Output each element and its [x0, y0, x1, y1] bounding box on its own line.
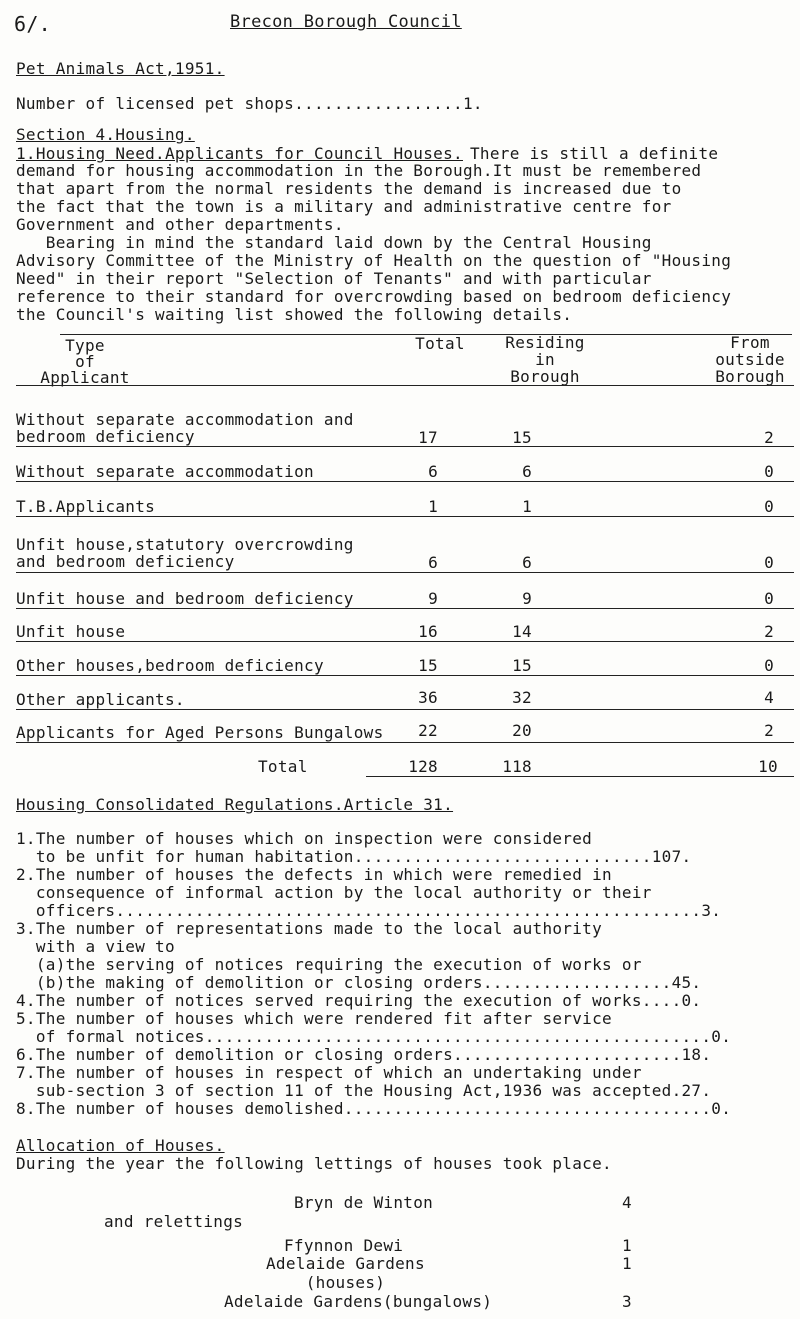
housing-para-line: reference to their standard for overcrowding based on bedroom deficiency	[16, 287, 732, 306]
reletting-name: Ffynnon Dewi	[284, 1236, 404, 1255]
cell-outside: 0	[764, 553, 774, 572]
cell-outside: 0	[764, 589, 774, 608]
section-heading: Section 4.Housing.	[16, 125, 195, 144]
row-rule	[16, 608, 794, 609]
cell-total: 17	[418, 428, 438, 447]
reletting-name: Adelaide Gardens (houses)	[266, 1254, 425, 1292]
regulation-line: to be unfit for human habitation..............................107.	[16, 847, 692, 866]
table-row-label	[16, 536, 354, 570]
pet-animals-heading: Pet Animals Act,1951.	[16, 59, 225, 78]
housing-need-subheading: 1.Housing Need.Applicants for Council Houses.	[16, 144, 463, 163]
letting-count: 4	[622, 1193, 632, 1212]
row-rule	[16, 709, 794, 710]
regulations-list	[16, 830, 796, 1118]
header-type	[40, 338, 130, 386]
housing-para-line: demand for housing accommodation in the Borough.It must be remembered	[16, 161, 702, 180]
totals-outside: 10	[758, 757, 778, 776]
regulations-heading: Housing Consolidated Regulations.Article 31.	[16, 795, 454, 814]
page-title: Brecon Borough Council	[230, 12, 462, 32]
regulation-line: (a)the serving of notices requiring the execution of works or	[16, 955, 642, 974]
pet-shops-count: Number of licensed pet shops.................1.	[16, 94, 483, 113]
header-type-line: Type	[65, 336, 105, 355]
cell-total: 6	[428, 553, 438, 572]
reletting-count: 3	[622, 1292, 632, 1311]
allocation-intro: During the year the following lettings of houses took place.	[16, 1154, 612, 1173]
table-row-label: Unfit house	[16, 622, 126, 641]
totals-total: 128	[408, 757, 438, 776]
row-label-line: and bedroom deficiency	[16, 552, 235, 571]
header-residing-line: Residing	[505, 333, 585, 352]
housing-para-line: the fact that the town is a military and administrative centre for	[16, 197, 672, 216]
cell-residing: 14	[512, 622, 532, 641]
letting-name: Bryn de Winton	[294, 1193, 434, 1212]
cell-outside: 0	[764, 497, 774, 516]
regulation-line: 2.The number of houses the defects in which were remedied in	[16, 865, 612, 884]
cell-outside: 2	[764, 428, 774, 447]
row-label-line: Without separate accommodation and	[16, 410, 354, 429]
cell-outside: 0	[764, 462, 774, 481]
housing-para-line: Advisory Committee of the Ministry of Health on the question of "Housing	[16, 251, 732, 270]
row-rule	[16, 641, 794, 642]
header-outside-line: outside	[715, 350, 785, 369]
housing-para-line: There is still a definite	[470, 144, 719, 163]
totals-residing: 118	[502, 757, 532, 776]
regulation-line: 7.The number of houses in respect of which an undertaking under	[16, 1063, 642, 1082]
regulation-line: 3.The number of representations made to the local authority	[16, 919, 603, 938]
header-residing-line: in	[535, 350, 555, 369]
table-row-label: Applicants for Aged Persons Bungalows	[16, 723, 384, 742]
regulation-line: officers...........................................................3.	[16, 901, 722, 920]
header-type-line: Applicant	[40, 368, 130, 387]
regulation-line: 6.The number of demolition or closing orders.......................18.	[16, 1045, 712, 1064]
row-rule	[16, 481, 794, 482]
row-label-line: bedroom deficiency	[16, 427, 195, 446]
cell-residing: 15	[512, 428, 532, 447]
table-row-label: T.B.Applicants	[16, 497, 156, 516]
table-row-label: Other houses,bedroom deficiency	[16, 656, 324, 675]
totals-rule	[366, 776, 794, 777]
reletting-count: 1	[622, 1236, 632, 1255]
row-rule	[16, 446, 794, 447]
housing-para-line: the Council's waiting list showed the following details.	[16, 305, 573, 324]
regulation-line: 1.The number of houses which on inspection were considered	[16, 829, 593, 848]
housing-para-line: Need" in their report "Selection of Tenants" and with particular	[16, 269, 652, 288]
page-number: 6/.	[14, 12, 52, 36]
regulation-line: 5.The number of houses which were rendered fit after service	[16, 1009, 612, 1028]
table-row-label: Other applicants.	[16, 690, 185, 709]
cell-residing: 1	[522, 497, 532, 516]
housing-para-line: Bearing in mind the standard laid down by the Central Housing	[16, 233, 652, 252]
row-rule	[16, 742, 794, 743]
table-row-label: Unfit house and bedroom deficiency	[16, 589, 354, 608]
regulation-line: consequence of informal action by the local authority or their	[16, 883, 652, 902]
cell-total: 16	[418, 622, 438, 641]
cell-residing: 32	[512, 688, 532, 707]
cell-total: 9	[428, 589, 438, 608]
row-rule	[16, 675, 794, 676]
header-residing-line: Borough	[510, 367, 580, 386]
header-outside	[700, 334, 800, 385]
cell-total: 15	[418, 656, 438, 675]
row-rule	[16, 572, 794, 573]
regulation-line: sub-section 3 of section 11 of the Housing Act,1936 was accepted.27.	[16, 1081, 712, 1100]
housing-para-line: Government and other departments.	[16, 215, 344, 234]
cell-residing: 6	[522, 462, 532, 481]
row-label-line: Unfit house,statutory overcrowding	[16, 535, 354, 554]
cell-total: 36	[418, 688, 438, 707]
table-header-rule	[16, 385, 794, 386]
row-rule	[16, 516, 794, 517]
cell-total: 1	[428, 497, 438, 516]
cell-total: 22	[418, 721, 438, 740]
cell-residing: 20	[512, 721, 532, 740]
cell-residing: 9	[522, 589, 532, 608]
cell-residing: 6	[522, 553, 532, 572]
header-residing	[490, 334, 600, 385]
cell-outside: 2	[764, 622, 774, 641]
header-total: Total	[415, 334, 465, 353]
cell-outside: 0	[764, 656, 774, 675]
cell-total: 6	[428, 462, 438, 481]
table-row-label: Without separate accommodation	[16, 462, 314, 481]
regulation-line: with a view to	[16, 937, 175, 956]
totals-label: Total	[258, 757, 308, 776]
header-type-line: of	[75, 352, 95, 371]
cell-outside: 2	[764, 721, 774, 740]
header-outside-line: From	[730, 333, 770, 352]
header-outside-line: Borough	[715, 367, 785, 386]
cell-outside: 4	[764, 688, 774, 707]
regulation-line: 8.The number of houses demolished.....................................0.	[16, 1099, 732, 1118]
reletting-name: Adelaide Gardens(bungalows)	[224, 1292, 493, 1311]
relettings-label: and relettings	[104, 1212, 244, 1231]
housing-paragraph	[16, 162, 796, 324]
regulation-line: 4.The number of notices served requiring the execution of works....0.	[16, 991, 702, 1010]
cell-residing: 15	[512, 656, 532, 675]
housing-para-line: that apart from the normal residents the demand is increased due to	[16, 179, 682, 198]
allocation-heading: Allocation of Houses.	[16, 1136, 225, 1155]
reletting-count: 1	[622, 1254, 632, 1273]
table-row-label	[16, 411, 354, 445]
regulation-line: (b)the making of demolition or closing orders...................45.	[16, 973, 702, 992]
regulation-line: of formal notices...................................................0.	[16, 1027, 732, 1046]
